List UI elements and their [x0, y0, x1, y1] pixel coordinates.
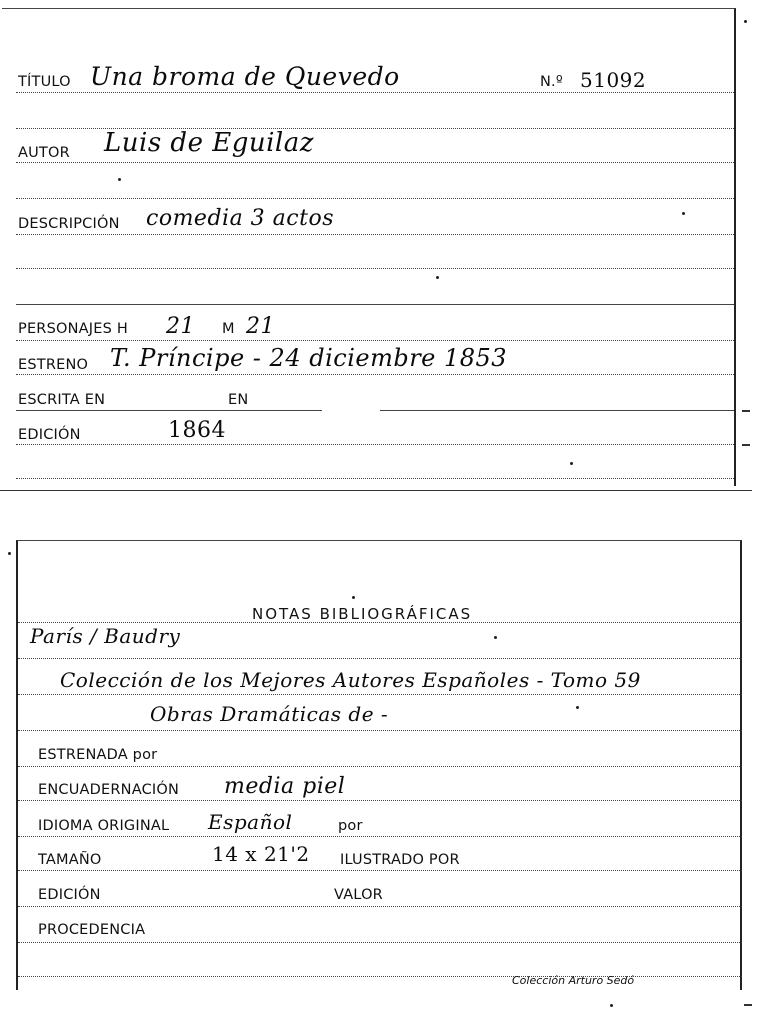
edge-tick — [744, 1004, 752, 1006]
edge-tick — [742, 410, 750, 412]
ruled-line — [16, 92, 734, 93]
procedencia-label: PROCEDENCIA — [38, 922, 146, 938]
ruled-line — [16, 478, 734, 479]
note-line-2: Colección de los Mejores Autores Españoles - Tomo 59 — [60, 668, 641, 692]
ruled-line — [16, 304, 734, 305]
autor-value: Luis de Eguilaz — [104, 128, 314, 158]
encuadernacion-label: ENCUADERNACIÓN — [38, 782, 180, 798]
ruled-line — [18, 870, 742, 871]
ruled-line — [18, 836, 742, 837]
edicion-label: EDICIÓN — [18, 427, 81, 443]
ruled-line — [380, 410, 734, 411]
numero-label: N.º — [540, 74, 563, 90]
tamano-label: TAMAÑO — [38, 852, 102, 868]
scan-speck — [8, 552, 11, 555]
escrita-en-label: EN — [228, 392, 249, 408]
ruled-line — [18, 730, 742, 731]
escrita-label: ESCRITA EN — [18, 392, 106, 408]
ruled-line — [18, 658, 742, 659]
numero-value: 51092 — [580, 68, 647, 92]
edge-tick — [742, 444, 750, 446]
scan-speck — [744, 20, 747, 23]
estrenada-label: ESTRENADA por — [38, 747, 158, 763]
ruled-line — [16, 410, 322, 411]
tamano-value: 14 x 21'2 — [212, 842, 310, 866]
scan-speck — [682, 212, 685, 215]
personajes-label: PERSONAJES H — [18, 321, 128, 337]
edicion-value: 1864 — [168, 418, 226, 443]
estreno-value: T. Príncipe - 24 diciembre 1853 — [110, 344, 508, 372]
ruled-line — [16, 340, 734, 341]
autor-label: AUTOR — [18, 145, 70, 161]
valor-label: VALOR — [334, 887, 383, 903]
personajes-m-label: M — [222, 321, 235, 337]
idioma-value: Español — [208, 810, 293, 834]
estreno-label: ESTRENO — [18, 357, 89, 373]
encuadernacion-value: media piel — [224, 774, 346, 799]
ruled-line — [18, 906, 742, 907]
personajes-m-value: 21 — [246, 314, 275, 339]
ruled-line — [18, 942, 742, 943]
scan-speck — [436, 276, 439, 279]
ruled-line — [16, 444, 734, 445]
ruled-line — [18, 694, 742, 695]
titulo-label: TÍTULO — [18, 74, 71, 90]
scan-speck — [494, 636, 497, 639]
idioma-por-label: por — [338, 818, 363, 834]
notas-heading: NOTAS BIBLIOGRÁFICAS — [252, 605, 473, 623]
ruled-line — [18, 800, 742, 801]
ruled-line — [18, 766, 742, 767]
titulo-value: Una broma de Quevedo — [90, 62, 400, 91]
descripcion-label: DESCRIPCIÓN — [18, 216, 120, 232]
scan-speck — [576, 706, 579, 709]
collection-credit: Colección Arturo Sedó — [512, 974, 635, 987]
idioma-label: IDIOMA ORIGINAL — [38, 818, 170, 834]
ruled-line — [16, 198, 734, 199]
personajes-h-value: 21 — [166, 314, 195, 339]
ruled-line — [16, 162, 734, 163]
descripcion-value: comedia 3 actos — [146, 206, 334, 231]
ruled-line — [16, 234, 734, 235]
ruled-line — [16, 268, 734, 269]
note-line-3: Obras Dramáticas de - — [150, 702, 389, 726]
scan-speck — [610, 1004, 613, 1007]
note-line-1: París / Baudry — [30, 624, 181, 648]
scan-speck — [352, 596, 355, 599]
scan-speck — [570, 462, 573, 465]
card-separator — [0, 490, 752, 491]
scan-speck — [118, 178, 121, 181]
edicion2-label: EDICIÓN — [38, 887, 101, 903]
ilustrado-label: ILUSTRADO POR — [340, 852, 460, 868]
ruled-line — [16, 374, 734, 375]
